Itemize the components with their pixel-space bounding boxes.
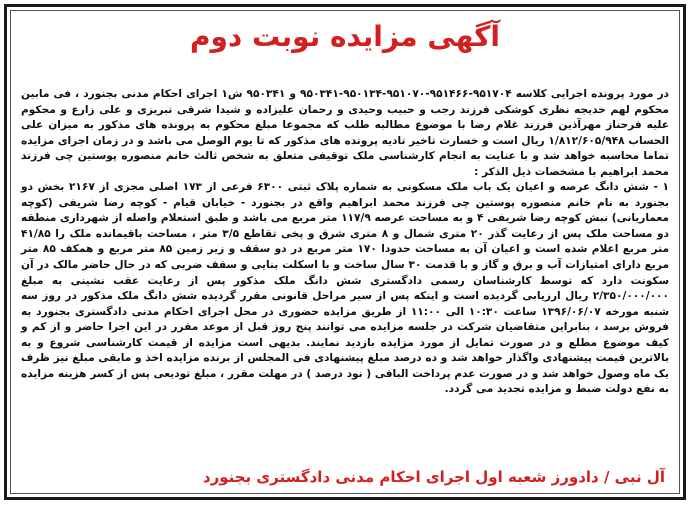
notice-item-paragraph: ۱ - شش دانگ عرصه و اعیان یک باب ملک مسکونی به شماره پلاک ثبتی ۶۳۰۰ فرعی از ۱۷۳ اصلی مجزی از ۲۱۶۷ بخش دو بجنورد به نام خانم منصوره پوستین چی فرزند محمد ابراهیم واقع در بجنورد - خیابان قیام - کوچه رضا شریفی (کوچه معماریانی) نبش کوچه رضا شریفی ۴ و به مساحت عرصه ۱۱۷/۹ متر مربع می باشد و طبق استعلام واصله از شهرداری منطقه دو مساحت ملک پس از رعایت گذر ۲۰ متری شمال و ۸ متری شرق و پخی تقاطع ۳/۵ متر ، مساحت باقیمانده ملک را ۴۱/۸۵ متر مربع اعلام شده است و اعیان آن به مساحت حدودا ۱۷۰ متر مربع در دو سقف و زیر زمین ۸۵ متر مربع و همکف ۸۵ متر مربع دارای امتیازات آب و برق و گاز و با قدمت ۳۰ سال ساخت و با اسکلت بنایی و سقف ضربی که در حال حاضر مالک در آن سکونت دارد که توسط کارشناسان رسمی دادگستری شش دانگ ملک مذکور پس از رعایت عقب نشینی به مبلغ ۲/۳۵۰/۰۰۰/۰۰۰ ریال ارزیابی گردیده است و اینکه پس از سیر مراحل قانونی مقرر گردیده شش دانگ ملک مذکور در روز سه شنبه مورخه ۱۳۹۶/۰۶/۰۷ ساعت ۱۰:۳۰ الی ۱۱:۰۰ از طریق مزایده حضوری در محل اجرای احکام مدنی دادگستری بجنورد به فروش برسد ، بنابراین متقاضیان شرکت در جلسه مزایده می توانند پنج روز قبل از موعد مقرر در این اجرا حاضر و از کم و کیف موضوع مطلع و در صورت تمایل از مورد مزایده بازدید نمایند. بدیهی است مزایده از قیمت کارشناسی شروع و به بالاترین قیمت پیشنهادی واگذار خواهد شد و ده درصد مبلغ پیشنهادی فی المجلس از برنده مزایده اخذ و مابقی مبلغ نیز ظرف یک ماه وصول خواهد شد و در صورت عدم پرداخت الباقی ( نود درصد ) در مهلت مقرر ، مبلغ تودیعی پس از کسر هزینه مزایده به نفع دولت ضبط و مزایده تجدید می گردد. xyxy=(21,181,670,396)
notice-intro-paragraph: در مورد پرونده اجرایی کلاسه ۹۵۱۷۰۴-۹۵۱۴۶۶-۹۵۱۰۷۰-۹۵۰۱۳۴-۹۵۰۳۴۱ و ۹۵۰۳۴۱ ش۱ اجرای احکام مدنی بجنورد ، فی مابین محکوم لهم خدیجه نظری کوشکی فرزند رجب و حبیب وحیدی و رحمان علیزاده و شیدا شرقی تبریزی و علی زارع و محکوم علیه فرحناز مهرآذین فرزند غلام رضا با موضوع مطالبه طلب که مجموعا مبلغ محکوم به پرونده های مذکور به میزان علی الحساب ۱/۸۱۲/۶۰۵/۹۴۸ ریال است و خسارت تاخیر تادیه پرونده های مذکور که تا یوم الوصل می باشد و در زمان اجرای مزایده تماما محاسبه خواهد شد و با عنایت به انجام کارشناسی ملک توقیفی متعلق به شخص ثالث خانم منصوره پوستین چی فرزند محمد ابراهیم با مشخصات ذیل الذکر : xyxy=(21,88,669,178)
notice-title: آگهی مزایده نوبت دوم xyxy=(189,20,501,53)
notice-body xyxy=(21,87,669,398)
notice-signature: آل نبی / دادورز شعبه اول اجرای احکام مدنی دادگستری بجنورد xyxy=(202,468,665,486)
auction-notice xyxy=(4,4,686,500)
